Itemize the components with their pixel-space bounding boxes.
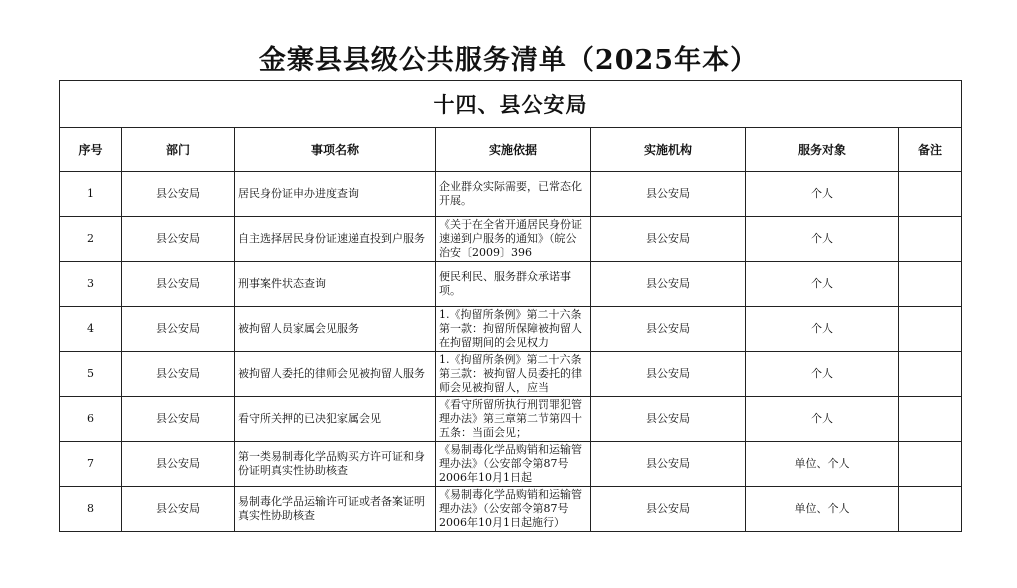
cell-dept: 县公安局 (122, 397, 235, 442)
cell-dept: 县公安局 (122, 262, 235, 307)
header-dept: 部门 (122, 128, 235, 172)
cell-no: 4 (60, 307, 122, 352)
cell-basis (436, 442, 591, 487)
cell-note (899, 307, 962, 352)
cell-org: 县公安局 (591, 397, 746, 442)
cell-note (899, 217, 962, 262)
header-basis: 实施依据 (436, 128, 591, 172)
cell-no: 6 (60, 397, 122, 442)
cell-no: 5 (60, 352, 122, 397)
header-target: 服务对象 (746, 128, 899, 172)
cell-item-name: 刑事案件状态查询 (235, 262, 436, 307)
cell-basis (436, 352, 591, 397)
cell-note (899, 397, 962, 442)
cell-note (899, 487, 962, 532)
table-row (60, 307, 962, 352)
table-row (60, 397, 962, 442)
table-row (60, 442, 962, 487)
cell-basis (436, 487, 591, 532)
basis-text: 《易制毒化学品购销和运输管理办法》（公安部令第87号 2006年10月1日起 (439, 443, 582, 484)
cell-target: 个人 (746, 307, 899, 352)
basis-text: 企业群众实际需要，已常态化开展。 (439, 180, 582, 207)
cell-item-name: 被拘留人员家属会见服务 (235, 307, 436, 352)
cell-org: 县公安局 (591, 172, 746, 217)
cell-dept: 县公安局 (122, 487, 235, 532)
cell-org: 县公安局 (591, 487, 746, 532)
cell-dept: 县公安局 (122, 442, 235, 487)
basis-text: 《看守所留所执行刑罚罪犯管理办法》第三章第二节第四十五条：当面会见； (439, 398, 582, 439)
cell-target: 个人 (746, 397, 899, 442)
cell-item-name: 第一类易制毒化学品购买方许可证和身份证明真实性协助核查 (235, 442, 436, 487)
cell-basis (436, 397, 591, 442)
header-no: 序号 (60, 128, 122, 172)
cell-note (899, 442, 962, 487)
cell-target: 个人 (746, 262, 899, 307)
basis-text: 《易制毒化学品购销和运输管理办法》（公安部令第87号 2006年10月1日起施行） (439, 488, 582, 529)
cell-no: 1 (60, 172, 122, 217)
header-note: 备注 (899, 128, 962, 172)
cell-org: 县公安局 (591, 262, 746, 307)
table-row (60, 352, 962, 397)
cell-item-name: 被拘留人委托的律师会见被拘留人服务 (235, 352, 436, 397)
cell-target: 单位、个人 (746, 487, 899, 532)
cell-basis (436, 262, 591, 307)
cell-no: 8 (60, 487, 122, 532)
table-row (60, 217, 962, 262)
cell-item-name: 居民身份证申办进度查询 (235, 172, 436, 217)
cell-target: 单位、个人 (746, 442, 899, 487)
table-row (60, 172, 962, 217)
basis-text: 便民利民、服务群众承诺事项。 (439, 270, 571, 297)
cell-item-name: 看守所关押的已决犯家属会见 (235, 397, 436, 442)
cell-note (899, 262, 962, 307)
cell-no: 3 (60, 262, 122, 307)
cell-note (899, 172, 962, 217)
basis-text: 1.《拘留所条例》第二十六条第一款：拘留所保障被拘留人在拘留期间的会见权力 (439, 308, 582, 349)
cell-org: 县公安局 (591, 307, 746, 352)
cell-basis (436, 172, 591, 217)
cell-basis (436, 307, 591, 352)
cell-dept: 县公安局 (122, 307, 235, 352)
cell-target: 个人 (746, 217, 899, 262)
cell-dept: 县公安局 (122, 352, 235, 397)
header-org: 实施机构 (591, 128, 746, 172)
cell-item-name: 自主选择居民身份证速递直投到户服务 (235, 217, 436, 262)
service-table (59, 80, 962, 532)
cell-target: 个人 (746, 172, 899, 217)
table-row (60, 487, 962, 532)
cell-org: 县公安局 (591, 442, 746, 487)
header-row (60, 128, 962, 172)
cell-note (899, 352, 962, 397)
cell-org: 县公安局 (591, 217, 746, 262)
cell-basis (436, 217, 591, 262)
table-row (60, 262, 962, 307)
cell-item-name: 易制毒化学品运输许可证或者备案证明真实性协助核查 (235, 487, 436, 532)
section-title: 十四、县公安局 (60, 81, 962, 128)
document-title: 金寨县县级公共服务清单（2025年本） (258, 45, 759, 76)
basis-text: 1.《拘留所条例》第二十六条第三款：被拘留人员委托的律师会见被拘留人，应当 (439, 353, 582, 394)
cell-no: 2 (60, 217, 122, 262)
header-name: 事项名称 (235, 128, 436, 172)
cell-dept: 县公安局 (122, 217, 235, 262)
cell-org: 县公安局 (591, 352, 746, 397)
cell-no: 7 (60, 442, 122, 487)
cell-dept: 县公安局 (122, 172, 235, 217)
basis-text: 《关于在全省开通居民身份证速递到户服务的通知》（皖公治安〔2009〕396 (439, 218, 582, 259)
cell-target: 个人 (746, 352, 899, 397)
